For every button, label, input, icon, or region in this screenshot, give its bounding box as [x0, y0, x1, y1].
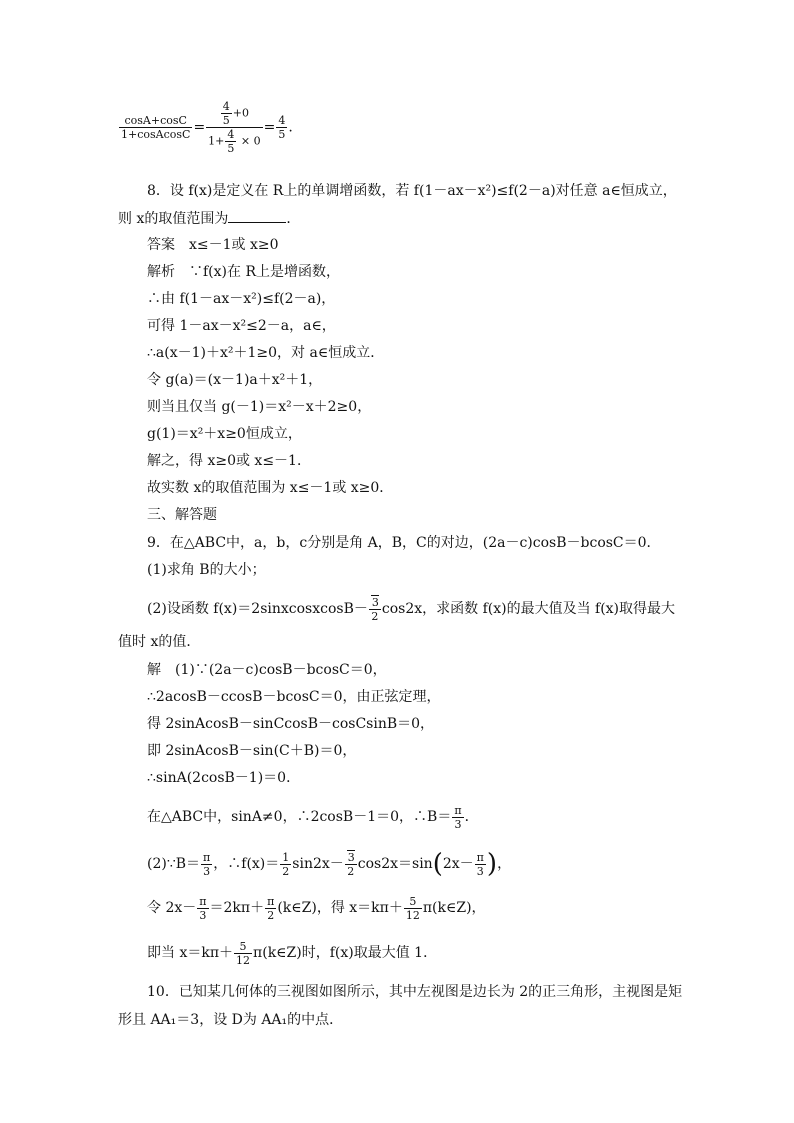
- q8-step: 可得 1－ax－x²≤2－a，a∈，: [147, 318, 336, 334]
- solution-line: 即 2sinAcosB－sin(C＋B)＝0，: [147, 743, 357, 759]
- result-fraction: $\frac{4}{5}$: [278, 114, 286, 141]
- q10-stem-line2: 形且 AA₁＝3，设 D为 AA₁的中点．: [118, 1012, 344, 1028]
- q8-step: ∴a(x－1)＋x²＋1≥0，对 a∈恒成立．: [147, 345, 385, 361]
- solution-line: 得 2sinAcosB－sinCcosB－cosCsinB＝0，: [147, 716, 435, 732]
- triangle-conclusion: 在△ABC中，sinA≠0，∴2cosB－1＝0，∴B＝ $\frac{\pi}{3}$ ．: [147, 803, 479, 831]
- section-heading: 三、解答题: [147, 507, 217, 523]
- q10-stem-line1: 10．已知某几何体的三视图如图所示，其中左视图是边长为 2的正三角形，主视图是矩: [147, 984, 683, 1000]
- lhs-fraction: $\frac{\cos A+\cos C}{\text{1+cosAcosC}}$: [121, 114, 191, 141]
- q8-stem-line1: 8．设 f(x)是定义在 R上的单调增函数，若 f(1－ax－x²)≤f(2－a)对任意 a∈恒成立，: [147, 183, 677, 199]
- q8-step: 解析 ∵f(x)在 R上是增函数，: [147, 264, 340, 280]
- solution-line: ∴2acosB－ccosB－bcosC＝0，由正弦定理，: [147, 689, 441, 705]
- q8-stem-line2: 则 x的取值范围为 ．: [118, 208, 300, 229]
- q8-step: 则当且仅当 g(－1)＝x²－x＋2≥0，: [147, 399, 372, 415]
- q8-step: ∴由 f(1－ax－x²)≤f(2－a)，: [147, 291, 336, 307]
- q8-step: 令 g(a)＝(x－1)a＋x²＋1，: [147, 372, 323, 388]
- let-equation: 令 2x－ $\frac{\pi}{3}$ ＝2kπ＋ $\frac{\pi}{2}$ (k∈Z)，得 x＝kπ＋ $\frac{5}{12}$ π(k∈Z)，: [147, 894, 486, 922]
- middle-fraction: $\frac{4}{5}$ +0 1+ $\frac{4}{5}$ × 0: [208, 100, 261, 155]
- solution-line: 解 (1)∵(2a－c)cosB－bcosC＝0，: [147, 662, 387, 678]
- q9-stem: 9．在△ABC中，a，b，c分别是角 A，B，C的对边，(2a－c)cosB－bcosC＝0．: [147, 535, 661, 551]
- q8-step: g(1)＝x²＋x≥0恒成立，: [147, 426, 302, 442]
- q8-step: 解之，得 x≥0或 x≤－1．: [147, 453, 311, 469]
- part2-derivation: (2)∵B＝ $\frac{\pi}{3}$ ，∴f(x)＝ $\frac{1}{2}$ sin2x－ $\frac{3}{2}$ cos2x＝sin(2x－ $\frac{\pi}{3}$ )，: [147, 849, 512, 879]
- q9-part1: (1)求角 B的大小；: [147, 562, 266, 578]
- top-formula: $\frac{\cos A+\cos C}{\text{1+cosAcosC}}$ = $\frac{4}{5}$ +0 1+ $\frac{4}{5}$ × 0 = $\frac{4}{5}$ .: [121, 100, 293, 155]
- q9-part2-line2: 值时 x的值．: [118, 634, 201, 650]
- answer-blank: [228, 208, 286, 223]
- solution-line: ∴sinA(2cosB－1)＝0．: [147, 770, 301, 786]
- q9-part2: (2)设函数 f(x)＝2sinxcosxcosB－ $\frac{3}{2}$ cos2x，求函数 f(x)的最大值及当 f(x)取得最大: [147, 595, 676, 623]
- q8-step: 故实数 x的取值范围为 x≤－1或 x≥0．: [147, 480, 394, 496]
- q8-answer: 答案 x≤－1或 x≥0: [147, 237, 279, 253]
- max-value-line: 即当 x＝kπ＋ $\frac{5}{12}$ π(k∈Z)时，f(x)取最大值 1．: [147, 939, 438, 967]
